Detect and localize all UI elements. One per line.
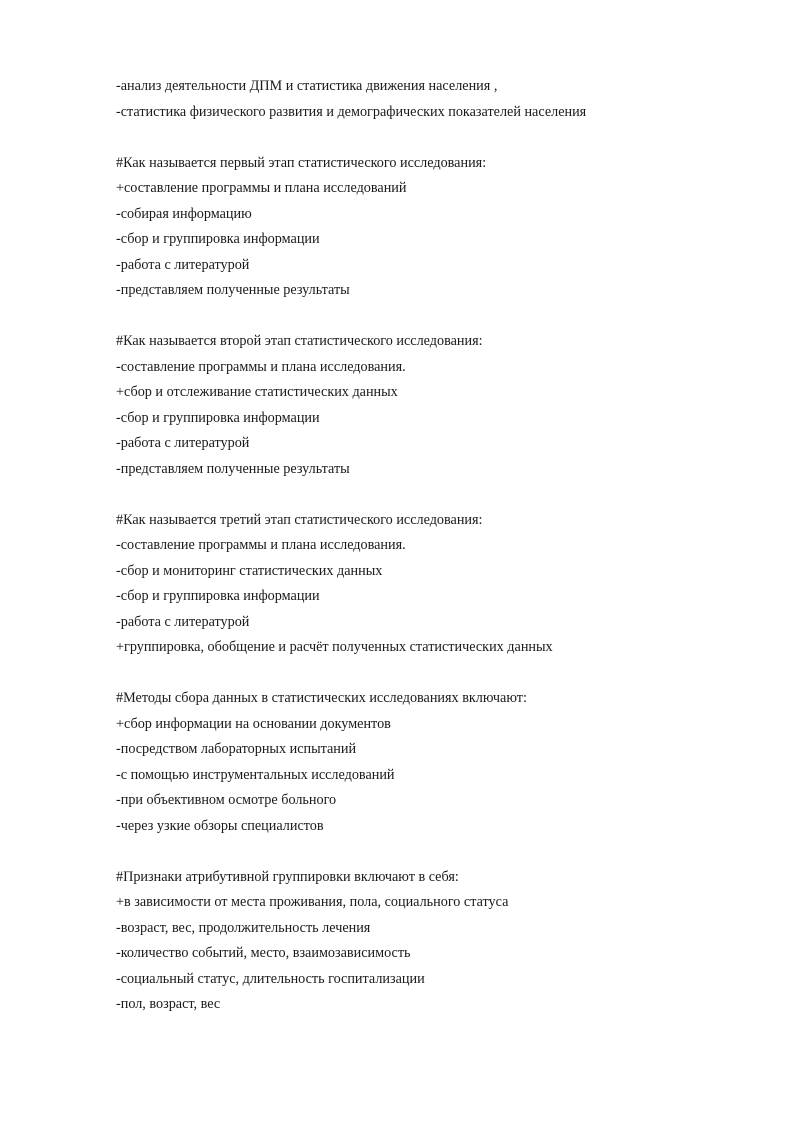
answer-option: +составление программы и плана исследований — [116, 180, 407, 196]
answer-option: -социальный статус, длительность госпитализации — [116, 970, 425, 987]
paragraph-gap — [116, 839, 756, 865]
answer-option: -возраст, вес, продолжительность лечения — [116, 919, 371, 936]
paragraph-gap — [116, 661, 756, 687]
answer-option: -составление программы и плана исследования. — [116, 537, 406, 553]
answer-option: -сбор и группировка информации — [116, 588, 320, 604]
answer-option: -представляем полученные результаты — [116, 282, 350, 298]
answer-option: +группировка, обобщение и расчёт полученных статистических данных — [116, 639, 553, 655]
question-text: #Признаки атрибутивной группировки включают в себя: — [116, 868, 459, 885]
answer-option: -посредством лабораторных испытаний — [116, 741, 357, 757]
answer-option: +в зависимости от места проживания, пола, социального статуса — [116, 894, 509, 910]
question-block — [116, 329, 756, 482]
intro-line: -статистика физического развития и демографических показателей населения — [116, 103, 587, 120]
question-text: #Как называется второй этап статистического исследования: — [116, 333, 483, 349]
intro-line: -анализ деятельности ДПМ и статистика движения населения , — [116, 78, 498, 94]
answer-option: -сбор и группировка информации — [116, 409, 320, 426]
answer-option: -сбор и группировка информации — [116, 231, 320, 247]
question-text: #Методы сбора данных в статистических исследованиях включают: — [116, 690, 527, 706]
question-text: #Как называется первый этап статистического исследования: — [116, 154, 487, 171]
question-block — [116, 686, 756, 839]
answer-option: -работа с литературой — [116, 613, 250, 630]
question-block — [116, 865, 756, 1018]
answer-option: -работа с литературой — [116, 435, 250, 451]
answer-option: -с помощью инструментальных исследований — [116, 766, 395, 783]
answer-option: -сбор и мониторинг статистических данных — [116, 562, 383, 579]
document-content — [116, 74, 756, 1018]
paragraph-gap — [116, 125, 756, 151]
answer-option: -при объективном осмотре больного — [116, 792, 337, 808]
answer-option: -собирая информацию — [116, 205, 252, 222]
paragraph-gap — [116, 482, 756, 508]
answer-option: -работа с литературой — [116, 256, 250, 273]
answer-option: -представляем полученные результаты — [116, 460, 350, 477]
answer-option: -через узкие обзоры специалистов — [116, 817, 324, 834]
question-text: #Как называется третий этап статистического исследования: — [116, 511, 483, 528]
question-block — [116, 151, 756, 304]
paragraph-gap — [116, 304, 756, 330]
question-block — [116, 508, 756, 661]
answer-option: +сбор информации на основании документов — [116, 715, 391, 732]
answer-option: -пол, возраст, вес — [116, 996, 221, 1012]
answer-option: -составление программы и плана исследования. — [116, 358, 406, 375]
answer-option: +сбор и отслеживание статистических данных — [116, 384, 398, 400]
answer-option: -количество событий, место, взаимозависимость — [116, 945, 411, 961]
